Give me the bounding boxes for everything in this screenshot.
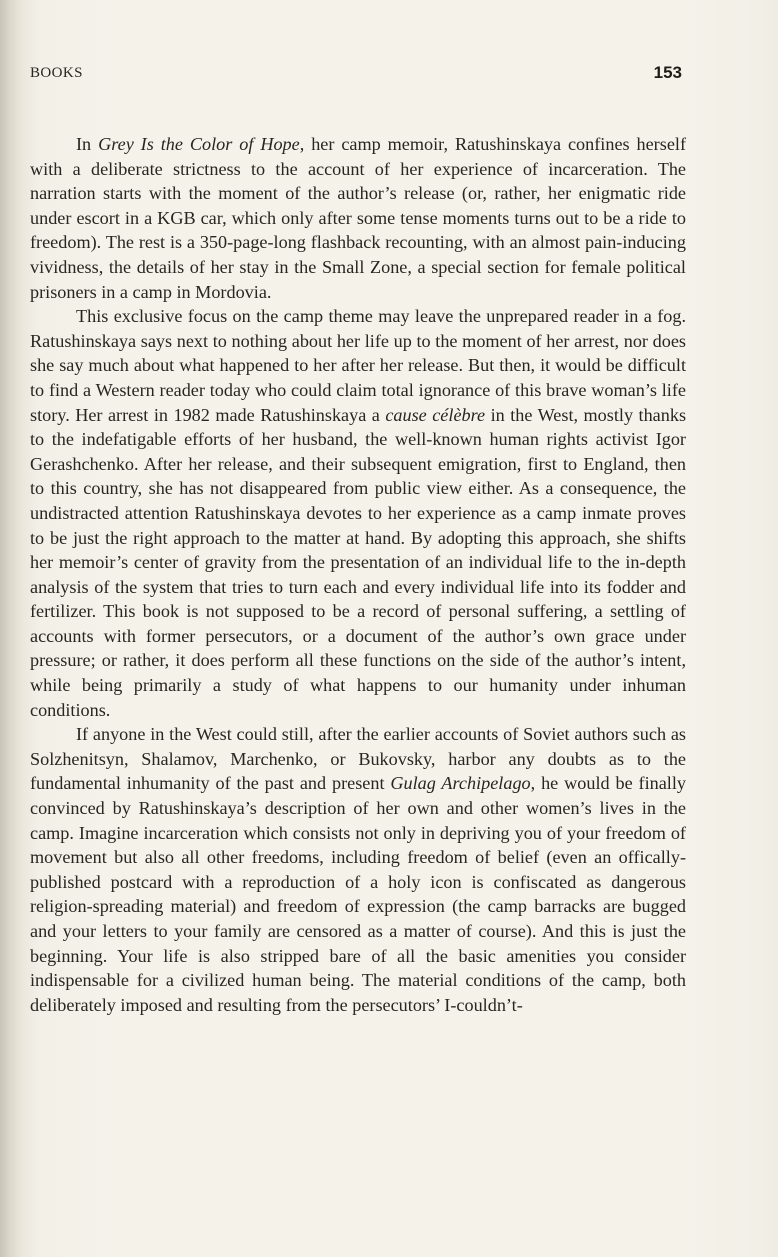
italic-phrase: cause célèbre: [385, 404, 486, 425]
text-run: If anyone in the West could still, after the earlier accounts of Soviet authors such as Solzhenitsyn, Shalamov, Marchenko, or Bukovsky, harbor any doubts as to the fundamental inhumanity of the past and present: [30, 724, 686, 794]
paragraph: [30, 132, 686, 304]
paragraph: [30, 722, 686, 1017]
page-number: 153: [653, 63, 682, 82]
section-title: BOOKS: [30, 65, 83, 81]
text-run: , he would be finally convinced by Ratushinskaya’s description of her own and other women’s lives in the camp. Imagine incarceration which consists not only in depriving you of your freedom of movement but also all other freedoms, including freedom of belief (even an offically-published postcard with a reproduction of a holy icon is confiscated as dangerous religion-spreading material) and freedom of expression (the camp barracks are bugged and your letters to your family are censored as a matter of course). And this is just the beginning. Your life is also stripped bare of all the basic amenities you consider indispensable for a civilized human being. The material conditions of the camp, both deliberately imposed and resulting from the persecutors’ I-couldn’t-: [30, 773, 687, 1015]
text-run: , her camp memoir, Ratushinskaya confines herself with a deliberate strictness to the account of her experience of incarceration. The narration starts with the moment of the author’s release (or, rather, her enigmatic ride under escort in a KGB car, which only after some tense moments turns out to be a ride to freedom). The rest is a 350-page-long flashback recounting, with an almost pain-inducing vividness, the details of her stay in the Small Zone, a special section for female political prisoners in a camp in Mordovia.: [30, 134, 686, 302]
book-title: Grey Is the Color of Hope: [98, 134, 300, 154]
text-run: This exclusive focus on the camp theme may leave the unprepared reader in a fog. Ratushinskaya says next to nothing about her life up to the moment of her arrest, nor does she say much about what happened to her after her release. But then, it would be difficult to find a Western reader today who could claim total ignorance of this brave woman’s life story. Her arrest in 1982 made Ratushinskaya a: [30, 306, 686, 425]
paragraph: [30, 304, 686, 722]
running-head: [30, 63, 682, 85]
text-run: in the West, mostly thanks to the indefatigable efforts of her husband, the well-known human rights activist Igor Gerashchenko. After her release, and their subsequent emigration, first to England, then to this country, she has not disappeared from public view either. As a consequence, the undistracted attention Ratushinskaya devotes to her experience as a camp inmate proves to be just the right approach to the matter at hand. By adopting this approach, she shifts her memoir’s center of gravity from the presentation of an individual life to the in-depth analysis of the system that tries to turn each and every individual life into its fodder and fertilizer. This book is not supposed to be a record of personal suffering, a settling of accounts with former persecutors, or a document of the author’s own grace under pressure; or rather, it does perform all these functions on the side of the author’s intent, while being primarily a study of what happens to our humanity under inhuman conditions.: [30, 404, 687, 720]
book-title: Gulag Archipelago: [390, 773, 531, 794]
text-run: In: [76, 134, 99, 154]
body-text: [30, 132, 686, 1017]
